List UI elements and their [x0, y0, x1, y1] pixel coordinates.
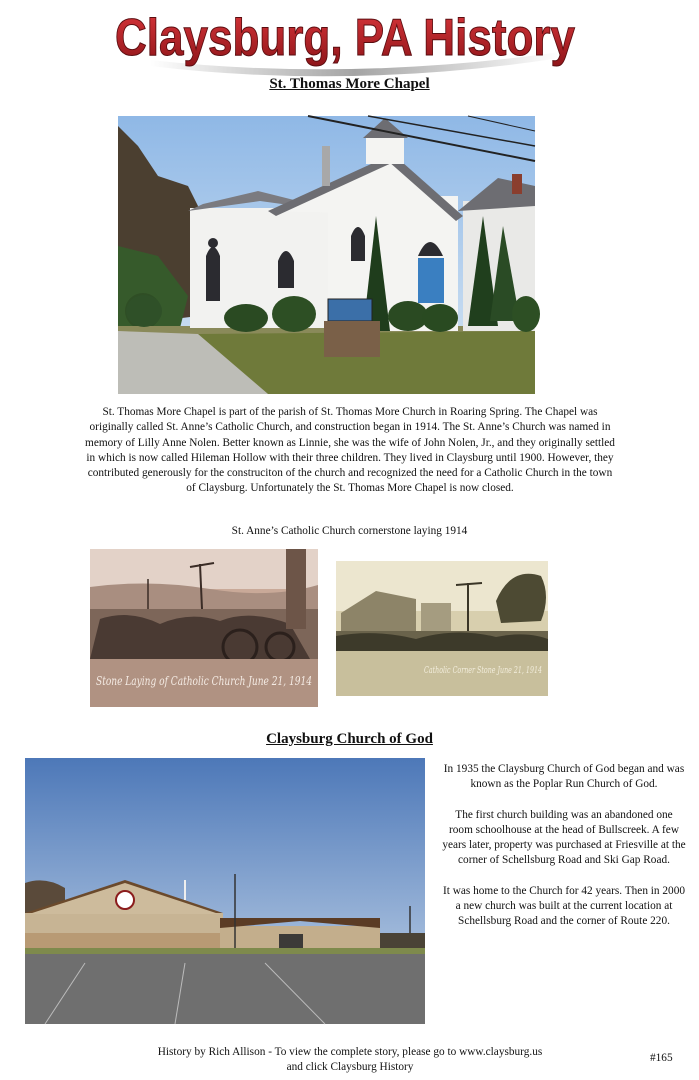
church-of-god-heading: Claysburg Church of God — [266, 731, 433, 747]
page-number: #165 — [650, 1052, 673, 1064]
chapel-photo — [118, 116, 535, 394]
church-of-god-description — [442, 762, 686, 944]
masthead-title: Claysburg, PA History — [115, 9, 576, 67]
footer-link-hint: and click Claysburg History — [286, 1060, 414, 1073]
chapel-description: St. Thomas More Chapel is part of the parish of St. Thomas More Church in Roaring Spring. The Chapel was originally called St. Anne’s Catholic Church, and construction began in 1914. The St. Anne’s Church was named in memory of Lilly Anne Nolen. Better known as Linnie, she was the wife of John Nolen, Jr., and they originally settled in which is now called Hileman Hollow with their three children. They lived in Claysburg until 1900. However, they contributed generously for the construciton of the church and recognized the need for a Catholic Church in the town of Claysburg. Unfortunately the St. Thomas More Chapel is now closed. — [85, 406, 615, 495]
chapel-heading: St. Thomas More Chapel — [269, 76, 430, 92]
cog-paragraph-3: It was home to the Church for 42 years. Then in 2000 a new church was built at the current location at Schellsburg Road and the corner of Route 220. — [443, 884, 685, 927]
cornerstone-caption: St. Anne’s Catholic Church cornerstone laying 1914 — [231, 525, 468, 537]
footer-credit: History by Rich Allison - To view the complete story, please go to www.claysburg.us — [157, 1046, 543, 1058]
cog-paragraph-2: The first church building was an abandoned one room schoolhouse at the head of Bullscreek. A few years later, property was purchased at Friesville at the corner of Schellsburg Road and Ski Gap Road. — [442, 808, 686, 867]
cog-paragraph-1: In 1935 the Claysburg Church of God began and was known as the Poplar Run Church of God. — [443, 763, 685, 791]
church-of-god-photo — [25, 758, 425, 1024]
cornerstone-photo-left — [90, 549, 318, 707]
photo-right-inscription: Catholic Corner Stone June 21, 1914 — [424, 666, 543, 676]
footer — [100, 1045, 600, 1074]
cornerstone-photo-right — [336, 561, 548, 696]
photo-left-inscription: Stone Laying of Catholic Church June 21, 1914 — [96, 674, 312, 688]
masthead — [0, 0, 699, 80]
